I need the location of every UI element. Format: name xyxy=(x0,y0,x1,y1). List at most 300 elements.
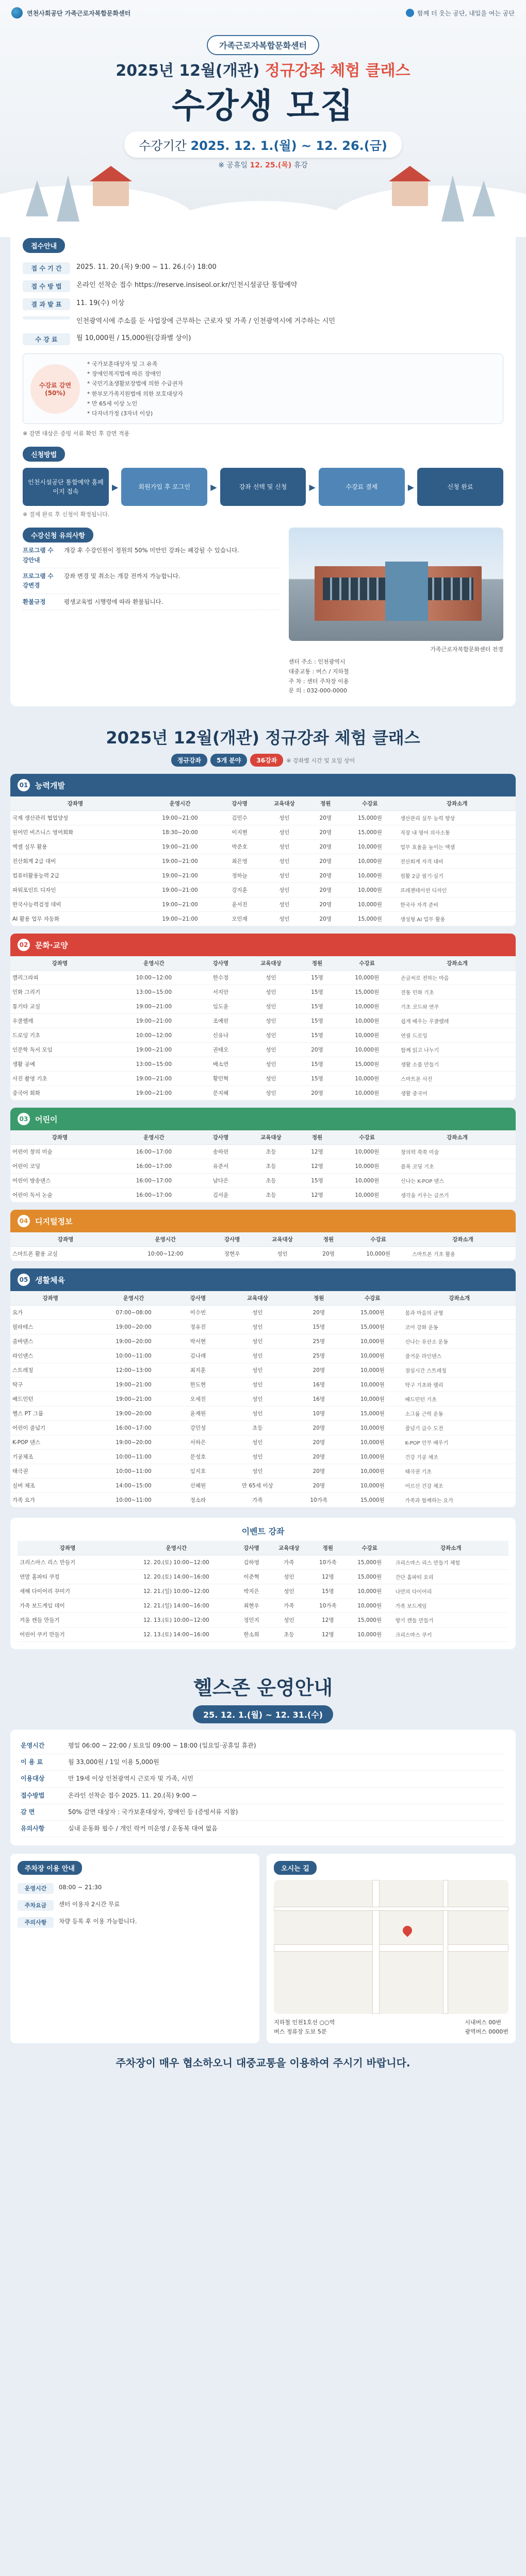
discount-item: * 장애인복지법에 따른 장애인 xyxy=(87,370,161,378)
event-cell: 12. 13.(토) 10:00~12:00 xyxy=(118,1613,235,1628)
discount-item: * 국가보훈대상자 및 그 유족 xyxy=(87,360,158,367)
course-cell: 김서윤 xyxy=(199,1188,243,1202)
event-cell: 15,000원 xyxy=(346,1570,393,1584)
course-row[interactable] xyxy=(10,854,516,869)
map-road xyxy=(274,1944,508,1952)
event-cell: 최현우 xyxy=(235,1599,268,1613)
course-cell: 20명 xyxy=(309,811,342,825)
course-row[interactable] xyxy=(10,999,516,1014)
column-header: 교육대상 xyxy=(243,1130,299,1145)
event-row[interactable] xyxy=(18,1628,508,1642)
course-cell: K-POP 안무 배우기 xyxy=(403,1435,516,1450)
course-cell: 성인 xyxy=(243,1043,299,1057)
event-table xyxy=(18,1541,508,1642)
course-row[interactable] xyxy=(10,869,516,883)
org-logo[interactable] xyxy=(11,7,130,19)
course-cell: 창의력 쑥쑥 미술 xyxy=(399,1145,516,1159)
course-cell: 실버 체조 xyxy=(10,1479,91,1493)
course-cell: 문지혜 xyxy=(199,1086,243,1100)
course-cell: 10:00~11:00 xyxy=(91,1464,177,1479)
course-row[interactable] xyxy=(10,1072,516,1086)
course-cell: 한도현 xyxy=(176,1378,219,1392)
course-cell: 19:00~21:00 xyxy=(140,897,220,912)
course-cell: 함께 읽고 나누기 xyxy=(399,1043,516,1057)
recruit-value[interactable]: 온라인 선착순 접수 https://reserve.insiseol.or.kr/인천시설공단 통합예약 xyxy=(76,281,298,289)
course-cell: 성인 xyxy=(243,971,299,985)
course-cell: 컴활 2급 필기·실기 xyxy=(398,869,516,883)
course-cell: 10,000원 xyxy=(342,840,399,854)
discount-box xyxy=(23,353,503,425)
course-category-name: 디지털정보 xyxy=(35,1216,73,1226)
house-icon xyxy=(93,180,129,206)
course-row[interactable] xyxy=(10,1450,516,1464)
course-cell: 어린이 독서 논술 xyxy=(10,1188,109,1202)
column-header: 운영시간 xyxy=(118,1541,235,1555)
parking-value: 차량 등록 후 이용 가능합니다. xyxy=(59,1918,137,1925)
event-row[interactable] xyxy=(18,1555,508,1570)
map-legend-right xyxy=(465,2018,508,2036)
course-category-header xyxy=(10,774,516,796)
event-row[interactable] xyxy=(18,1613,508,1628)
arrow-right-icon: ▶ xyxy=(407,482,415,492)
course-cell: 10,000원 xyxy=(335,1072,399,1086)
course-cell: 어르신 건강 체조 xyxy=(403,1479,516,1493)
course-cell: 가족 xyxy=(219,1493,295,1507)
event-section xyxy=(10,1518,516,1649)
course-row[interactable] xyxy=(10,1363,516,1378)
house-icon xyxy=(392,180,428,206)
course-cell: 정하늘 xyxy=(220,869,259,883)
recruit-section xyxy=(10,228,516,706)
course-cell: 성인 xyxy=(219,1363,295,1378)
course-cell: 오세진 xyxy=(176,1392,219,1406)
health-row xyxy=(21,1804,505,1821)
course-chip: 36강좌 xyxy=(250,754,283,767)
course-cell: 19:00~21:00 xyxy=(109,1086,199,1100)
course-cell: 줌바댄스 xyxy=(10,1334,91,1349)
column-header: 수강료 xyxy=(335,1130,399,1145)
course-cell: 10,000원 xyxy=(342,1464,403,1479)
course-cell: 어린이 창의 미술 xyxy=(10,1145,109,1159)
map-legend xyxy=(274,2018,508,2036)
event-cell: 어린이 쿠키 만들기 xyxy=(18,1628,118,1642)
top-bar xyxy=(0,0,526,26)
course-cell: 태극권 xyxy=(10,1464,91,1479)
course-cell: 성인 xyxy=(243,1028,299,1043)
course-cell: 생활 공예 xyxy=(10,1057,109,1072)
course-category xyxy=(10,1108,516,1202)
course-row[interactable] xyxy=(10,811,516,825)
column-header: 수강료 xyxy=(342,796,399,811)
event-cell: 한소희 xyxy=(235,1628,268,1642)
course-cell: 19:00~21:00 xyxy=(91,1392,177,1406)
event-cell: 12. 21.(일) 10:00~12:00 xyxy=(118,1584,235,1599)
tree-icon xyxy=(57,175,79,222)
course-category-header xyxy=(10,934,516,956)
course-cell: 신혜원 xyxy=(176,1479,219,1493)
column-header: 강좌소개 xyxy=(398,796,516,811)
course-cell: 몸과 마음의 균형 xyxy=(403,1306,516,1320)
course-cell: 19:00~21:00 xyxy=(109,999,199,1014)
course-cell: 18:30~20:00 xyxy=(140,825,220,840)
course-cell: 16:00~17:00 xyxy=(109,1159,199,1174)
event-cell: 가족 xyxy=(268,1599,310,1613)
event-cell: 크리스마스 쿠키 xyxy=(393,1628,508,1642)
course-cell: 소그룹 근력 운동 xyxy=(403,1406,516,1421)
course-category-header xyxy=(10,1268,516,1291)
course-cell: 12명 xyxy=(299,1145,336,1159)
course-cell: 15명 xyxy=(299,1014,336,1028)
course-row[interactable] xyxy=(10,1247,516,1261)
course-cell: 10,000원 xyxy=(335,1174,399,1188)
column-header: 강좌명 xyxy=(10,1130,109,1145)
notes xyxy=(23,528,281,696)
map-legend-item: 시내버스 00번 xyxy=(465,2019,501,2026)
course-cell: 신나는 유산소 운동 xyxy=(403,1334,516,1349)
course-cell: 16:00~17:00 xyxy=(91,1421,177,1435)
course-row[interactable] xyxy=(10,1406,516,1421)
course-cell: 어린이 코딩 xyxy=(10,1159,109,1174)
column-header: 수강료 xyxy=(342,1291,403,1306)
course-cell: 코어 강화 운동 xyxy=(403,1320,516,1334)
course-cell: 10,000원 xyxy=(335,1043,399,1057)
course-cell: 탁구 xyxy=(10,1378,91,1392)
course-cell: 성인 xyxy=(219,1334,295,1349)
note-row xyxy=(23,543,281,568)
course-row[interactable] xyxy=(10,1334,516,1349)
course-cell: 연필 드로잉 xyxy=(399,1028,516,1043)
course-row[interactable] xyxy=(10,1057,516,1072)
course-row[interactable] xyxy=(10,1378,516,1392)
course-cell: 성인 xyxy=(219,1450,295,1464)
course-cell: 10,000원 xyxy=(342,869,399,883)
course-row[interactable] xyxy=(10,1188,516,1202)
course-row[interactable] xyxy=(10,1464,516,1479)
course-cell: 생성형 AI 업무 활용 xyxy=(398,912,516,926)
course-cell: 15,000원 xyxy=(342,1406,403,1421)
course-cell: 배드민턴 xyxy=(10,1392,91,1406)
course-cell: 10,000원 xyxy=(342,1435,403,1450)
course-row[interactable] xyxy=(10,1421,516,1435)
course-row[interactable] xyxy=(10,1014,516,1028)
course-cell: 15명 xyxy=(299,971,336,985)
column-header: 수강료 xyxy=(346,1541,393,1555)
course-cell: 성인 xyxy=(219,1392,295,1406)
course-cell: 엑셀 실무 활용 xyxy=(10,840,140,854)
course-cell: 10,000원 xyxy=(335,1145,399,1159)
steps-flow xyxy=(23,468,503,506)
course-cell: 20명 xyxy=(309,897,342,912)
course-cell: 10,000원 xyxy=(342,1450,403,1464)
parking-row xyxy=(18,1897,252,1914)
event-cell: 간단 홈파티 요리 xyxy=(393,1570,508,1584)
course-row[interactable] xyxy=(10,1320,516,1334)
course-cell: 성인 xyxy=(259,840,309,854)
course-cell: 사진 촬영 기초 xyxy=(10,1072,109,1086)
course-cell: 황민혁 xyxy=(199,1072,243,1086)
course-cell: 12명 xyxy=(299,1188,336,1202)
period-label: 수강기간 xyxy=(139,139,187,153)
course-cell: 10,000원 xyxy=(335,1188,399,1202)
course-cell: 19:00~20:00 xyxy=(91,1435,177,1450)
recruit-row xyxy=(23,277,503,295)
event-row[interactable] xyxy=(18,1584,508,1599)
course-cell: 성인 xyxy=(243,985,299,999)
step-1: 인천시설공단 통합예약 홈페이지 접속 xyxy=(23,468,109,506)
course-cell: 19:00~21:00 xyxy=(91,1378,177,1392)
course-cell: 최은영 xyxy=(220,854,259,869)
course-category-number: 02 xyxy=(18,939,30,951)
course-cell: 송하린 xyxy=(199,1145,243,1159)
arrow-right-icon: ▶ xyxy=(309,482,316,492)
course-cell: 10,000원 xyxy=(335,1014,399,1028)
course-category xyxy=(10,1268,516,1507)
course-cell: 초등 xyxy=(243,1174,299,1188)
course-cell: 필라테스 xyxy=(10,1320,91,1334)
course-table xyxy=(10,796,516,926)
course-cell: 우쿨렐레 xyxy=(10,1014,109,1028)
course-cell: 점심시간 스트레칭 xyxy=(403,1363,516,1378)
course-cell: 즐거운 라인댄스 xyxy=(403,1349,516,1363)
course-cell: 성인 xyxy=(243,1057,299,1072)
course-cell: 요가 xyxy=(10,1306,91,1320)
parking-rows xyxy=(18,1880,252,1931)
health-head xyxy=(0,1672,526,1723)
course-cell: 스마트폰 활용 교실 xyxy=(10,1247,121,1261)
course-row[interactable] xyxy=(10,1479,516,1493)
event-cell: 12명 xyxy=(310,1628,346,1642)
address-line: 센터 주소 : 인천광역시 xyxy=(288,658,346,666)
course-cell: 15,000원 xyxy=(335,1057,399,1072)
parking-tag: 주차장 이용 안내 xyxy=(18,1861,82,1875)
course-cell: 가족과 함께하는 요가 xyxy=(403,1493,516,1507)
course-chips xyxy=(0,754,526,767)
period-value: 2025. 12. 1.(월) ~ 12. 26.(금) xyxy=(190,139,387,153)
course-row[interactable] xyxy=(10,985,516,999)
course-row[interactable] xyxy=(10,897,516,912)
health-period: 25. 12. 1.(월) ~ 12. 31.(수) xyxy=(193,1705,333,1723)
hero-subtitle xyxy=(0,58,526,80)
course-table-header xyxy=(10,1232,516,1247)
course-row[interactable] xyxy=(10,825,516,840)
course-cell: 초등 xyxy=(243,1159,299,1174)
column-header: 정원 xyxy=(299,1130,336,1145)
course-cell: 10가족 xyxy=(295,1493,342,1507)
column-header: 운영시간 xyxy=(140,796,220,811)
course-cell: 한국사능력검정 대비 xyxy=(10,897,140,912)
discount-item: * 만 65세 이상 노인 xyxy=(87,400,138,407)
course-cell: 성인 xyxy=(259,912,309,926)
course-category-name: 능력개발 xyxy=(35,781,65,790)
column-header: 정원 xyxy=(299,956,336,971)
column-header: 운영시간 xyxy=(91,1291,177,1306)
slogan xyxy=(406,9,515,18)
course-row[interactable] xyxy=(10,1159,516,1174)
recruit-row xyxy=(23,313,503,330)
course-row[interactable] xyxy=(10,971,516,985)
recruit-value: 인천광역시에 주소를 둔 사업장에 근무하는 근로자 및 가족 / 인천광역시에 거주하는 시민 xyxy=(76,317,335,325)
course-row[interactable] xyxy=(10,1435,516,1450)
course-cell: 10,000원 xyxy=(342,1363,403,1378)
course-cell: 20명 xyxy=(309,883,342,897)
course-cell: 19:00~21:00 xyxy=(109,1043,199,1057)
hero-period xyxy=(124,131,402,158)
parking-label: 주의사항 xyxy=(18,1917,54,1928)
health-label: 이 용 료 xyxy=(21,1758,43,1766)
course-cell: 10,000원 xyxy=(342,1421,403,1435)
course-row[interactable] xyxy=(10,1145,516,1159)
course-cell: 10,000원 xyxy=(335,971,399,985)
course-cell: 임지호 xyxy=(176,1464,219,1479)
course-cell: 손글씨로 전하는 마음 xyxy=(399,971,516,985)
course-cell: 건강 기공 체조 xyxy=(403,1450,516,1464)
course-cell: 10:00~11:00 xyxy=(91,1450,177,1464)
course-table-header xyxy=(10,1130,516,1145)
course-cell: 성인 xyxy=(219,1306,295,1320)
event-cell: 가족 보드게임 데이 xyxy=(18,1599,118,1613)
course-cell: 문성호 xyxy=(176,1450,219,1464)
event-cell: 정민지 xyxy=(235,1613,268,1628)
course-cell: 서지안 xyxy=(199,985,243,999)
column-header: 강좌소개 xyxy=(399,1130,516,1145)
course-row[interactable] xyxy=(10,1493,516,1507)
course-category-name: 어린이 xyxy=(35,1114,58,1124)
course-cell: 박준호 xyxy=(220,840,259,854)
course-cell: 20명 xyxy=(295,1479,342,1493)
column-header: 정원 xyxy=(295,1291,342,1306)
column-header: 강좌명 xyxy=(10,796,140,811)
course-row[interactable] xyxy=(10,883,516,897)
course-cell: 10:00~11:00 xyxy=(91,1349,177,1363)
course-cell: 줄넘기 급수 도전 xyxy=(403,1421,516,1435)
course-cell: 15명 xyxy=(299,985,336,999)
health-row xyxy=(21,1771,505,1787)
event-row[interactable] xyxy=(18,1599,508,1613)
course-row[interactable] xyxy=(10,840,516,854)
course-cell: 20명 xyxy=(309,854,342,869)
column-header: 교육대상 xyxy=(254,1232,310,1247)
health-value: 실내 운동화 필수 / 개인 락커 미운영 / 운동복 대여 없음 xyxy=(68,1824,218,1832)
course-cell: 헬스 PT 그룹 xyxy=(10,1406,91,1421)
course-cell: 한국사 자격 준비 xyxy=(398,897,516,912)
map-legend-item: 지하철 인천1호선 ○○역 xyxy=(274,2019,335,2026)
course-cell: 15,000원 xyxy=(335,985,399,999)
course-cell: 15명 xyxy=(299,1028,336,1043)
column-header: 운영시간 xyxy=(109,956,199,971)
course-cell: 성인 xyxy=(259,825,309,840)
map-road xyxy=(372,1880,380,2014)
event-row[interactable] xyxy=(18,1570,508,1584)
column-header: 강좌소개 xyxy=(403,1291,516,1306)
course-cell: 초등 xyxy=(219,1421,295,1435)
course-category-number: 01 xyxy=(18,779,30,791)
course-cell: 캘리그라피 xyxy=(10,971,109,985)
course-cell: 생활 중국어 xyxy=(399,1086,516,1100)
course-cell: 10,000원 xyxy=(335,1028,399,1043)
course-cell: 16명 xyxy=(295,1392,342,1406)
hero-note xyxy=(0,160,526,170)
course-chip: 정규강좌 xyxy=(171,754,207,767)
course-cell: 성인 xyxy=(219,1349,295,1363)
course-row[interactable] xyxy=(10,1174,516,1188)
tree-icon xyxy=(472,180,495,216)
course-category xyxy=(10,774,516,926)
course-cell: 20명 xyxy=(309,840,342,854)
recruit-value: 월 10,000원 / 15,000원(강좌별 상이) xyxy=(76,334,191,342)
column-header: 수강료 xyxy=(347,1232,410,1247)
course-row[interactable] xyxy=(10,1043,516,1057)
course-cell: 김민수 xyxy=(220,811,259,825)
course-cell: 19:00~21:00 xyxy=(140,869,220,883)
course-cell: 19:00~21:00 xyxy=(109,1072,199,1086)
column-header: 강좌명 xyxy=(10,1291,91,1306)
course-category-header xyxy=(10,1108,516,1130)
course-row[interactable] xyxy=(10,1028,516,1043)
course-table xyxy=(10,1130,516,1202)
course-cell: 10,000원 xyxy=(335,1159,399,1174)
course-cell: 조예린 xyxy=(199,1014,243,1028)
health-value: 평일 06:00 ~ 22:00 / 토요일 09:00 ~ 18:00 (일요일·공휴일 휴관) xyxy=(68,1742,256,1750)
course-cell: 15,000원 xyxy=(342,811,399,825)
course-cell: K-POP 댄스 xyxy=(10,1435,91,1450)
course-chip: 5개 분야 xyxy=(210,754,247,767)
event-cell: 나만의 다이어리 xyxy=(393,1584,508,1599)
step-2: 회원가입 후 로그인 xyxy=(121,468,207,506)
building xyxy=(289,528,503,696)
course-cell: 13:00~15:00 xyxy=(109,1057,199,1072)
course-category-header xyxy=(10,1210,516,1232)
org-name: 연천사회공단 가족근로자복합문화센터 xyxy=(27,9,131,17)
course-row[interactable] xyxy=(10,1392,516,1406)
health-value: 월 33,000원 / 1일 이용 5,000원 xyxy=(68,1758,159,1766)
course-cell: 19:00~21:00 xyxy=(140,840,220,854)
course-row[interactable] xyxy=(10,1349,516,1363)
event-cell: 향기 캔들 만들기 xyxy=(393,1613,508,1628)
course-table xyxy=(10,1232,516,1261)
course-cell: 10,000원 xyxy=(335,1086,399,1100)
location-pin-icon[interactable] xyxy=(401,1924,414,1937)
course-table xyxy=(10,1291,516,1507)
map-tag: 오시는 길 xyxy=(274,1861,317,1875)
note-value: 평생교육법 시행령에 따라 환불됩니다. xyxy=(64,598,163,605)
course-cell: 10,000원 xyxy=(342,1392,403,1406)
course-cell: 신유나 xyxy=(199,1028,243,1043)
course-cell: 이지현 xyxy=(220,825,259,840)
course-row[interactable] xyxy=(10,1306,516,1320)
arrow-right-icon: ▶ xyxy=(111,482,119,492)
course-cell: 07:00~08:00 xyxy=(91,1306,177,1320)
course-cell: 10,000원 xyxy=(342,1378,403,1392)
course-cell: 14:00~15:00 xyxy=(91,1479,177,1493)
map-canvas[interactable] xyxy=(274,1880,508,2014)
course-cell: 10,000원 xyxy=(342,1334,403,1349)
course-cell: 10,000원 xyxy=(342,1479,403,1493)
course-category-number: 05 xyxy=(18,1274,30,1286)
course-cell: 초등 xyxy=(243,1145,299,1159)
course-cell: 10,000원 xyxy=(342,854,399,869)
course-category-number: 03 xyxy=(18,1113,30,1125)
column-header: 강사명 xyxy=(199,1130,243,1145)
course-head xyxy=(0,725,526,767)
parking-label: 주차요금 xyxy=(18,1900,54,1911)
health-box xyxy=(10,1730,516,1845)
course-cell: 기공체조 xyxy=(10,1450,91,1464)
course-row[interactable] xyxy=(10,912,516,926)
building-glass xyxy=(385,562,428,620)
course-row[interactable] xyxy=(10,1086,516,1100)
parking-value: 08:00 ~ 21:30 xyxy=(59,1884,102,1891)
course-cell: 신나는 K-POP 댄스 xyxy=(399,1174,516,1188)
